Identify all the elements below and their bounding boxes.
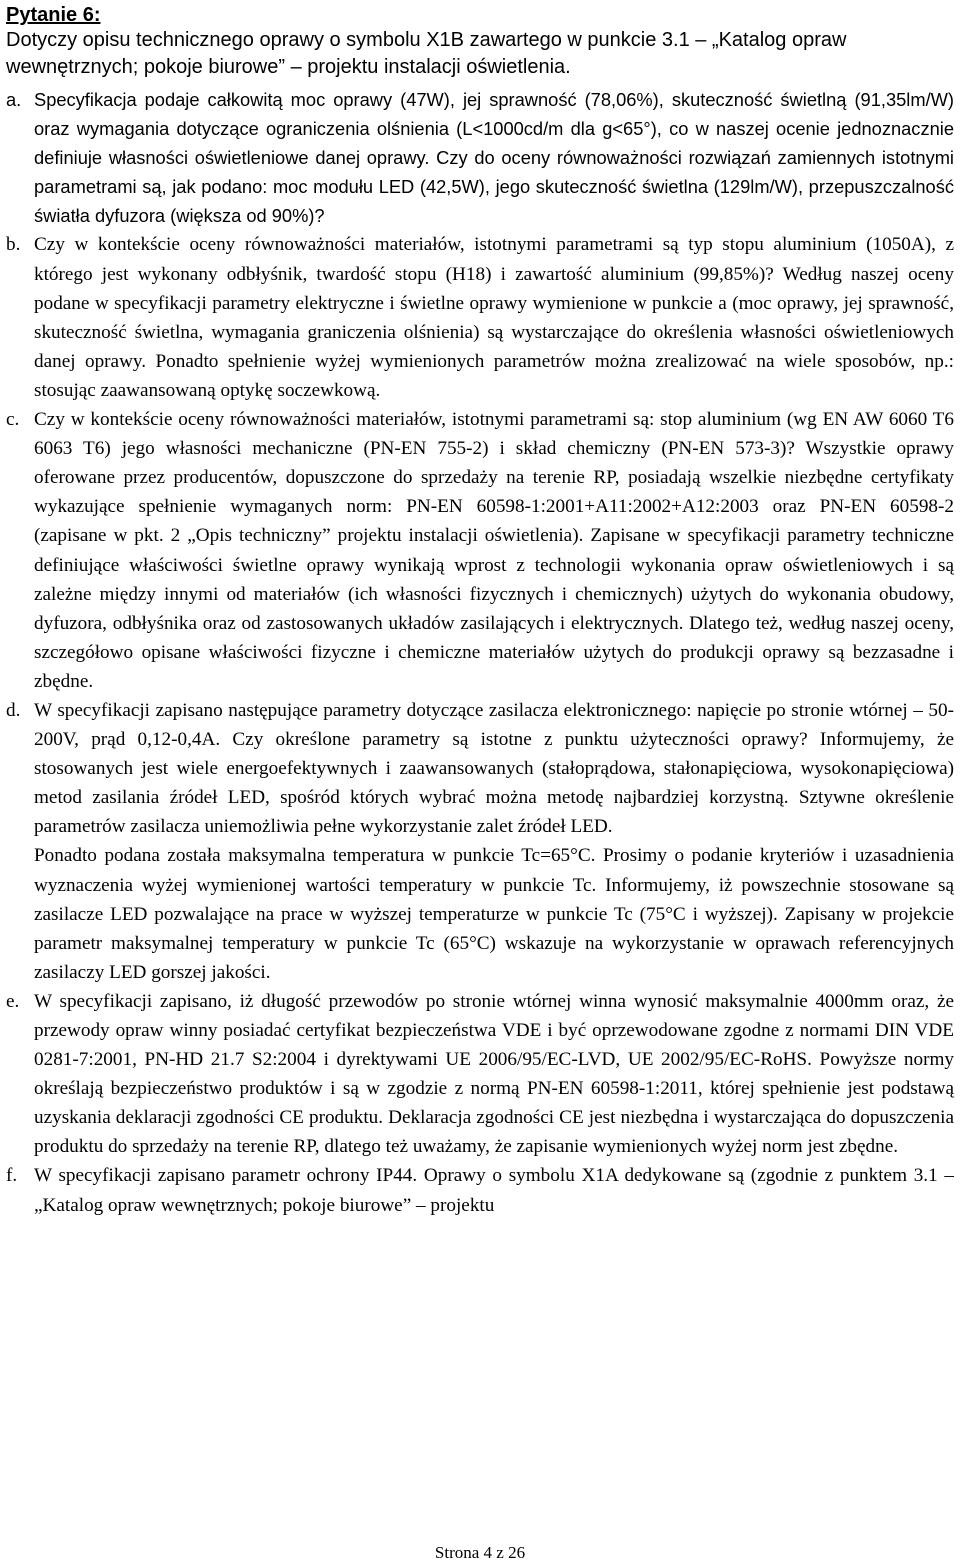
item-extra-paragraph: Ponadto podana została maksymalna temperatura w punkcie Tc=65°C. Prosimy o podanie kryteriów i uzasadnienia wyznaczenia wyżej wymienionej wartości temperatury w punkcie Tc. Informujemy, iż powszechnie stosowane są zasilacze LED pozwalające na prace w wyższej temperaturze w punkcie Tc (75°C i wyższej). Zapisany w projekcie parametr maksymalnej temperatury w punkcie Tc (65°C) wskazuje na wykorzystanie w oprawach referencyjnych zasilaczy LED gorszej jakości. <box>34 845 954 983</box>
item-text: Czy w kontekście oceny równoważności materiałów, istotnymi parametrami są typ stopu aluminium (1050A), z którego jest wykonany odbłyśnik, twardość stopu (H18) i zawartość aluminium (99,85%)? Według naszej oceny podane w specyfikacji parametry elektryczne i świetlne oprawy wymienione w punkcie a (moc oprawy, jej sprawność, skuteczność świetlna, wymagania graniczenia olśnienia) są wystarczające do określenia własności oświetleniowych danej oprawy. Ponadto spełnienie wyżej wymienionych parametrów można zrealizować na wiele sposobów, np.: stosując zaawansowaną optykę soczewkową. <box>34 234 954 401</box>
list-item <box>6 987 954 1162</box>
item-marker: e. <box>6 990 20 1012</box>
page-number: Strona 4 z 26 <box>434 1543 526 1562</box>
item-marker: f. <box>6 1165 18 1187</box>
item-text: W specyfikacji zapisano, iż długość przewodów po stronie wtórnej winna wynosić maksymalnie 4000mm oraz, że przewody opraw winny posiadać certyfikat bezpieczeństwa VDE i być oprzewodowane zgodne z normami DIN VDE 0281-7:2001, PN-HD 21.7 S2:2004 i dyrektywami UE 2006/95/EC-LVD, UE 2002/95/EC-RoHS. Powyższe normy określają bezpieczeństwo produktów i są w zgodzie z normą PN-EN 60598-1:2011, której spełnienie jest podstawą uzyskania deklaracji zgodności CE produktu. Deklaracja zgodności CE jest niezbędna i wystarczająca do dopuszczenia produktu do sprzedaży na terenie RP, dlatego też uważamy, że zapisanie wymienionych wyżej norm jest zbędne. <box>34 990 954 1158</box>
list-item <box>6 696 954 987</box>
item-marker: a. <box>6 89 22 110</box>
answer-list <box>6 85 954 1220</box>
item-marker: d. <box>6 699 21 721</box>
item-text: W specyfikacji zapisano parametr ochrony IP44. Oprawy o symbolu X1A dedykowane są (zgodnie z punktem 3.1 – „Katalog opraw wewnętrznych; pokoje biurowe” – projektu <box>34 1165 954 1216</box>
item-marker: b. <box>6 234 21 256</box>
question-heading: Pytanie 6: <box>6 4 101 26</box>
item-text: Czy w kontekście oceny równoważności materiałów, istotnymi parametrami są: stop aluminium (wg EN AW 6060 T6 6063 T6) jego własności mechaniczne (PN-EN 755-2) i skład chemiczny (PN-EN 573-3)? Wszystkie oprawy oferowane przez producentów, dopuszczone do sprzedaży na terenie RP, posiadają wszelkie niezbędne certyfikaty wykazujące spełnienie wymaganych norm: PN-EN 60598-1:2001+A11:2002+A12:2003 oraz PN-EN 60598-2 (zapisane w pkt. 2 „Opis techniczny” projektu instalacji oświetlenia). Zapisane w specyfikacji parametry techniczne definiujące właściwości świetlne oprawy wynikają wprost z technologii wykonania opraw oświetleniowych i są zależne między innymi od materiałów (ich własności fizycznych i chemicznych) użytych do wykonania obudowy, dyfuzora, odbłyśnika oraz od zastosowanych układów zasilających i elektrycznych. Dlatego też, według naszej oceny, szczegółowo opisane właściwości fizyczne i chemiczne materiałów użytych do produkcji oprawy są bezzasadne i zbędne. <box>34 409 954 692</box>
list-item <box>6 230 954 405</box>
list-item <box>6 85 954 230</box>
item-marker: c. <box>6 409 20 431</box>
item-text: W specyfikacji zapisano następujące parametry dotyczące zasilacza elektronicznego: napięcie po stronie wtórnej – 50-200V, prąd 0,12-0,4A. Czy określone parametry są istotne z punktu użyteczności oprawy? Informujemy, że stosowanych jest wiele energoefektywnych i zaawansowanych (stałoprądowa, stałonapięciowa, wysokonapięciowa) metod zasilania źródeł LED, spośród których wybrać można metodę najbardziej korzystną. Sztywne określenie parametrów zasilacza uniemożliwia pełne wykorzystanie zalet źródeł LED. <box>34 699 954 838</box>
question-intro: Dotyczy opisu technicznego oprawy o symbolu X1B zawartego w punkcie 3.1 – „Katalog opraw wewnętrznych; pokoje biurowe” – projektu instalacji oświetlenia. <box>6 29 847 78</box>
item-text: Specyfikacja podaje całkowitą moc oprawy (47W), jej sprawność (78,06%), skuteczność świetlną (91,35lm/W) oraz wymagania dotyczące ograniczenia olśnienia (L<1000cd/m dla g<65°), co w naszej ocenie jednoznacznie definiuje własności oświetleniowe danej oprawy. Czy do oceny równoważności rozwiązań zamiennych istotnymi parametrami są, jak podano: moc modułu LED (42,5W), jego skuteczność świetlna (129lm/W), przepuszczalność światła dyfuzora (większa od 90%)? <box>34 89 954 227</box>
list-item <box>6 1161 954 1219</box>
list-item <box>6 405 954 696</box>
